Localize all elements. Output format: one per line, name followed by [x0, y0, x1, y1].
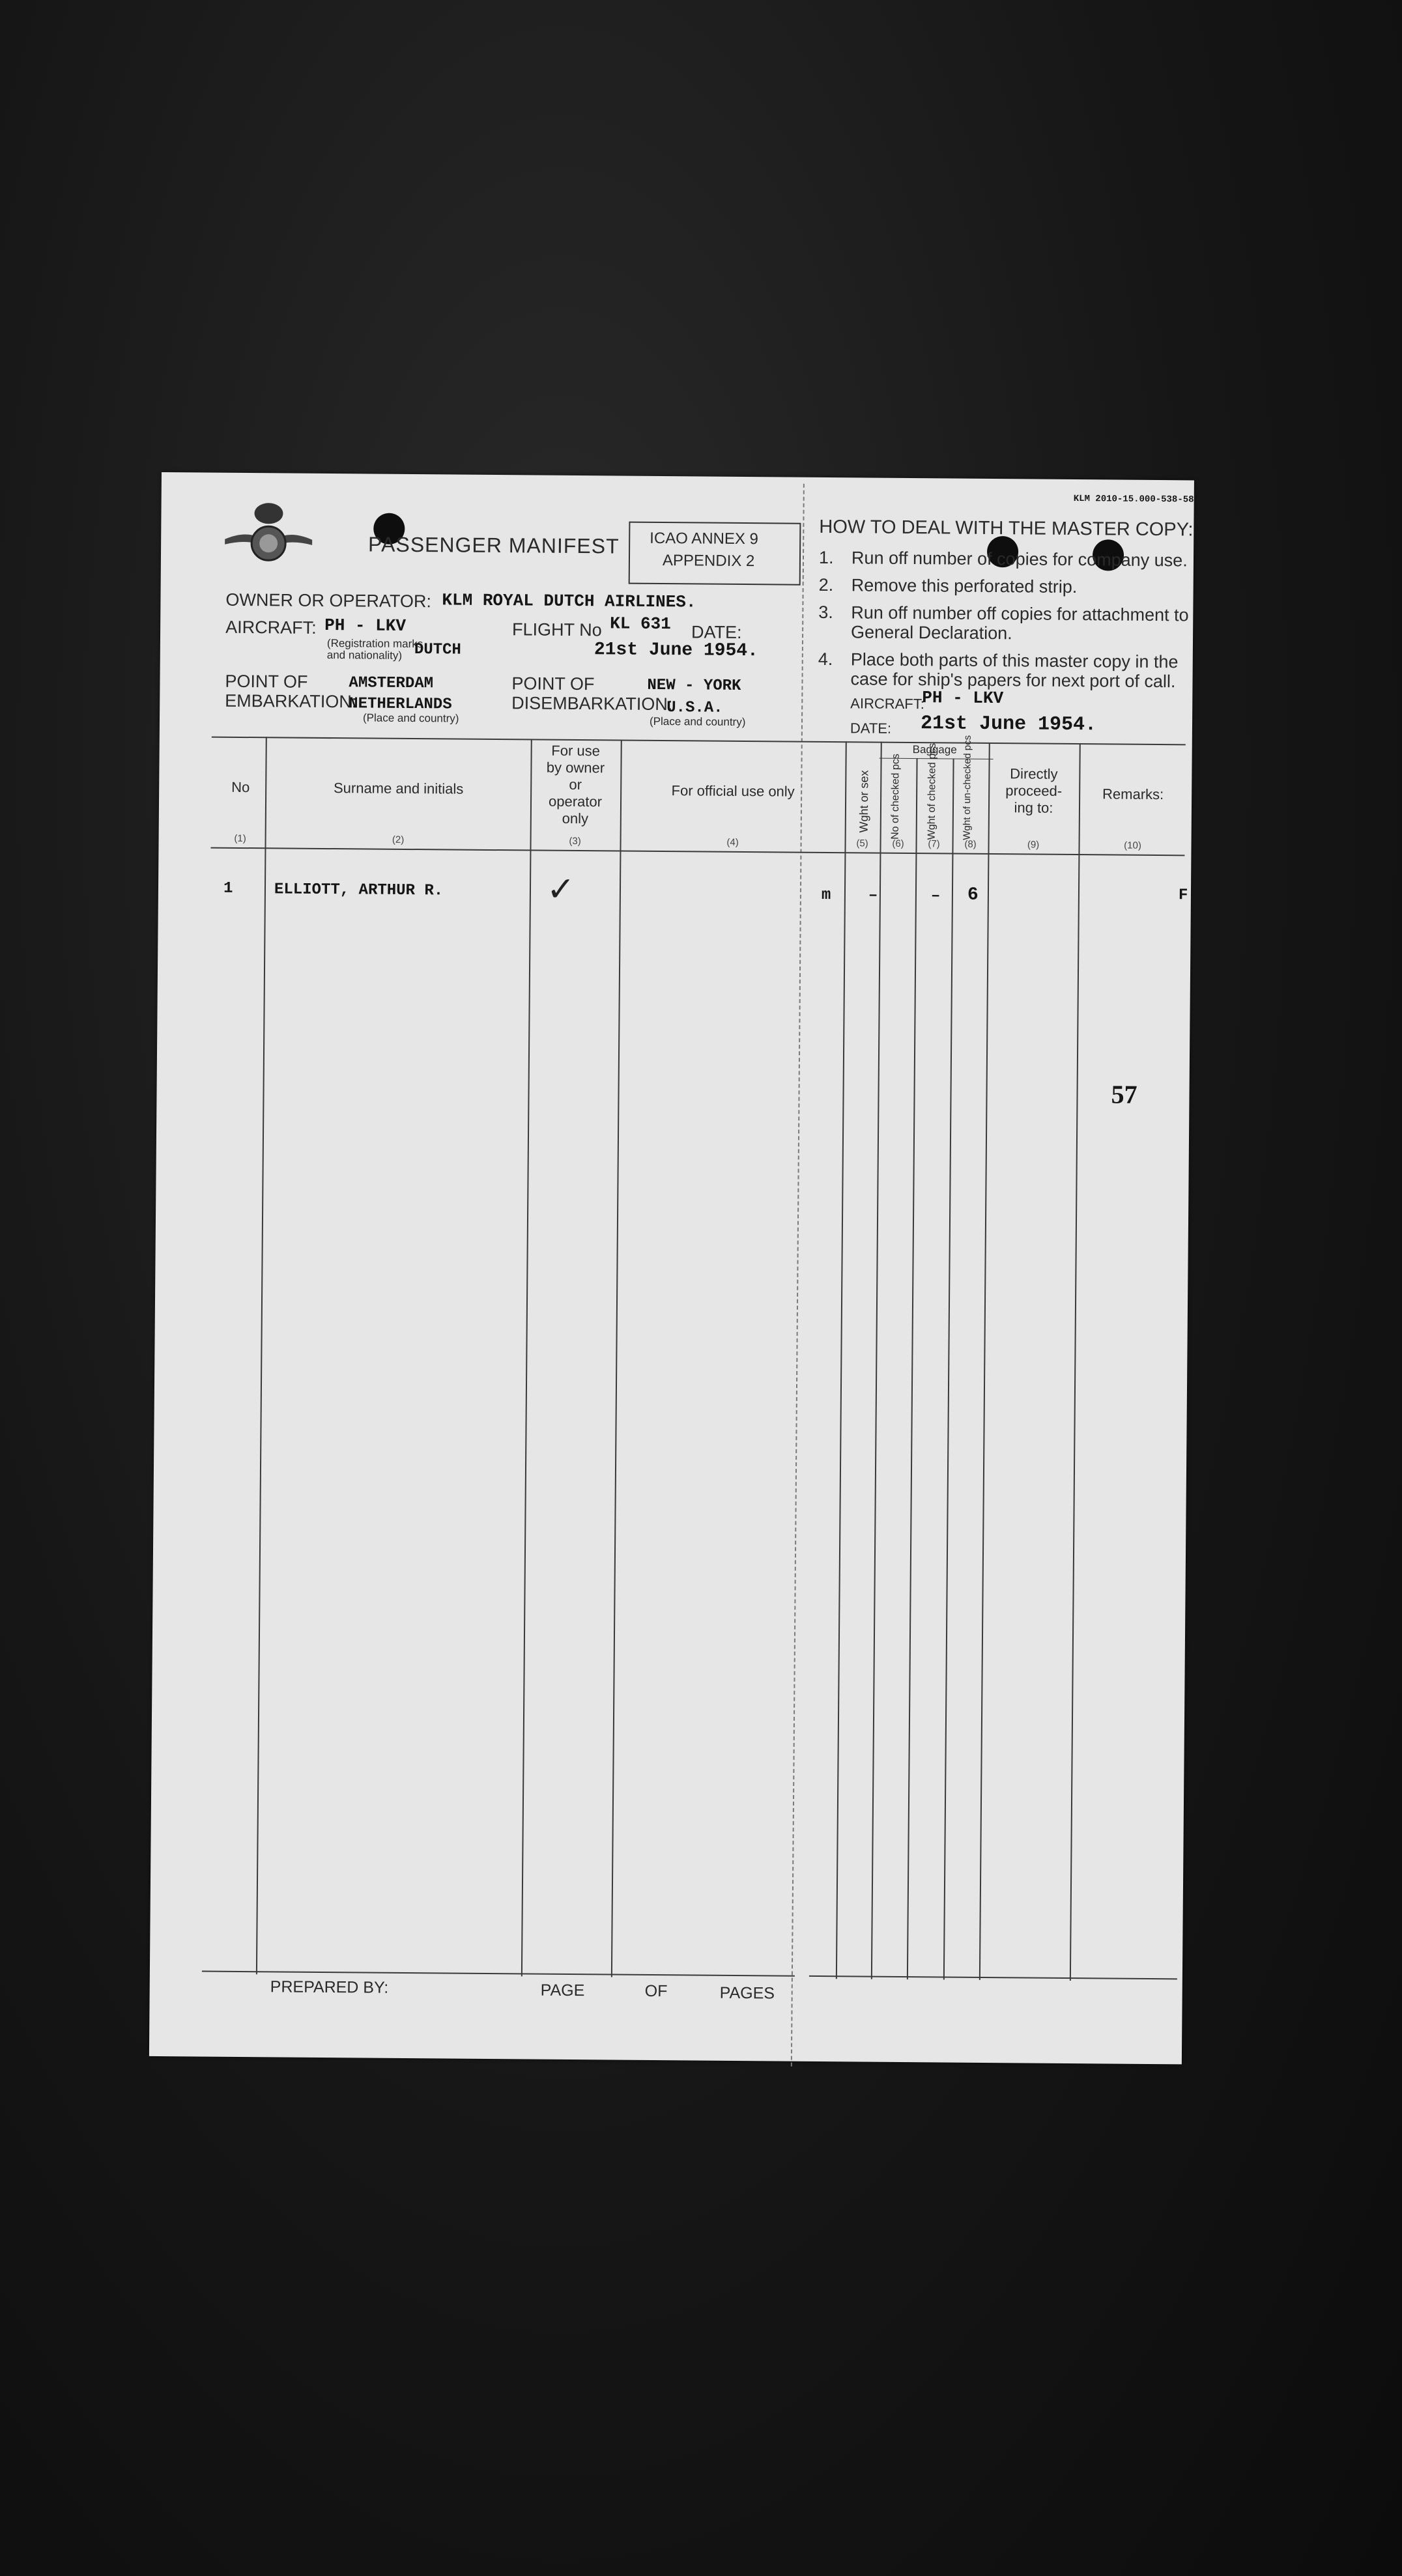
registration-note: (Registration marks	[326, 637, 423, 651]
instruction-text: case for ship's papers for next port of call.	[850, 669, 1176, 692]
column-divider	[1070, 743, 1081, 1981]
column-divider	[521, 739, 532, 1976]
col-unchecked-weight-header: Wght of un-checked pcs	[961, 735, 973, 840]
instructions-title: HOW TO DEAL WITH THE MASTER COPY:	[819, 516, 1194, 541]
disembarkation-country: U.S.A.	[666, 699, 723, 717]
unchecked-weight: 6	[967, 885, 979, 905]
instruction-number: 3.	[818, 602, 833, 623]
table-top-rule	[212, 737, 1186, 746]
of-label: OF	[644, 1981, 668, 2001]
col-number: (7)	[928, 838, 940, 850]
date-label-right: DATE:	[850, 720, 892, 737]
column-divider	[836, 741, 847, 1979]
footer-rule	[202, 1971, 795, 1977]
col-number: (3)	[569, 835, 581, 847]
owner-label: OWNER OR OPERATOR:	[225, 589, 432, 612]
manifest-sheet	[149, 472, 1194, 2064]
nationality-value: DUTCH	[414, 641, 461, 659]
place-note: (Place and country)	[649, 715, 746, 729]
date-value-right: 21st June 1954.	[920, 713, 1097, 737]
perforated-strip-line	[791, 484, 805, 2067]
instruction-text: General Declaration.	[850, 622, 1012, 644]
remarks-value: F	[1178, 886, 1188, 905]
disembarkation-label: DISEMBARKATION:	[511, 693, 673, 715]
col-checked-weight-header: Wght of checked pcs	[926, 743, 938, 840]
instruction-text: Run off number of copies for company use.	[851, 548, 1188, 571]
icao-appendix: APPENDIX 2	[662, 552, 755, 571]
col-official-header: For official use only	[671, 782, 795, 800]
pages-label: PAGES	[719, 1983, 775, 2003]
footer-rule	[809, 1975, 1177, 1979]
aircraft-value-right: PH - LKV	[922, 688, 1004, 709]
col-remarks-header: Remarks:	[1102, 786, 1164, 803]
instruction-number: 4.	[818, 649, 833, 670]
disembarkation-city: NEW - YORK	[647, 676, 741, 695]
column-divider	[611, 740, 622, 1977]
flight-value: KL 631	[610, 614, 671, 634]
passenger-sex: m	[821, 886, 831, 905]
owner-check-mark: ✓	[546, 870, 575, 910]
col-number: (10)	[1124, 840, 1141, 851]
icao-annex: ICAO ANNEX 9	[650, 529, 759, 548]
instruction-number: 2.	[818, 574, 834, 595]
aircraft-label-right: AIRCRAFT:	[850, 695, 925, 713]
col-number: (2)	[392, 834, 405, 845]
passenger-name: ELLIOTT, ARTHUR R.	[274, 881, 444, 900]
embarkation-country: NETHERLANDS	[349, 695, 452, 714]
date-label: DATE:	[691, 622, 742, 643]
icao-reference-box	[629, 522, 801, 586]
column-divider	[907, 758, 918, 1979]
instruction-number: 1.	[818, 547, 834, 568]
col-number: (8)	[964, 838, 977, 850]
col-number: (1)	[234, 832, 246, 845]
instruction-text: Place both parts of this master copy in the	[850, 649, 1179, 672]
checked-weight: –	[930, 887, 941, 905]
instruction-text: Run off number off copies for attachment to	[851, 602, 1189, 625]
col-proceeding-header: Directly proceed- ing to:	[1005, 765, 1063, 816]
col-checked-pcs-header: No of checked pcs	[889, 754, 902, 840]
col-number: (6)	[892, 838, 904, 849]
embarkation-label: POINT OF	[225, 671, 308, 692]
embarkation-label: EMBARKATION:	[225, 690, 357, 712]
column-divider	[979, 743, 990, 1980]
checked-pieces: –	[868, 886, 878, 905]
column-divider	[871, 742, 882, 1979]
aircraft-value: PH - LKV	[324, 615, 407, 636]
page-label: PAGE	[540, 1981, 585, 2000]
column-divider	[943, 759, 954, 1980]
registration-note: and nationality)	[326, 649, 403, 662]
embarkation-city: AMSTERDAM	[349, 674, 434, 693]
klm-crown-logo	[220, 499, 318, 571]
instruction-text: Remove this perforated strip.	[851, 575, 1078, 597]
aircraft-label: AIRCRAFT:	[225, 617, 317, 638]
col-number: (4)	[726, 836, 739, 848]
prepared-by-label: PREPARED BY:	[270, 1977, 389, 1997]
place-note: (Place and country)	[362, 711, 459, 725]
date-value: 21st June 1954.	[594, 640, 759, 662]
baggage-header: Baggage	[912, 743, 957, 756]
margin-number: 57	[1111, 1079, 1137, 1109]
flight-label: FLIGHT No	[512, 619, 602, 640]
col-owner-use-header: For use by owner or operator only	[546, 742, 605, 827]
form-stamp: KLM 2010-15.000-538-58	[1073, 493, 1194, 505]
form-title: PASSENGER MANIFEST	[368, 532, 620, 558]
col-no-header: No	[231, 778, 250, 796]
col-weight-header: Wght or sex	[857, 770, 871, 833]
column-divider	[256, 737, 267, 1974]
row-number: 1	[223, 879, 233, 898]
col-number: (5)	[856, 838, 868, 849]
col-number: (9)	[1027, 839, 1040, 851]
col-surname-header: Surname and initials	[333, 780, 464, 797]
disembarkation-label: POINT OF	[511, 673, 595, 694]
owner-value: KLM ROYAL DUTCH AIRLINES.	[442, 590, 696, 612]
